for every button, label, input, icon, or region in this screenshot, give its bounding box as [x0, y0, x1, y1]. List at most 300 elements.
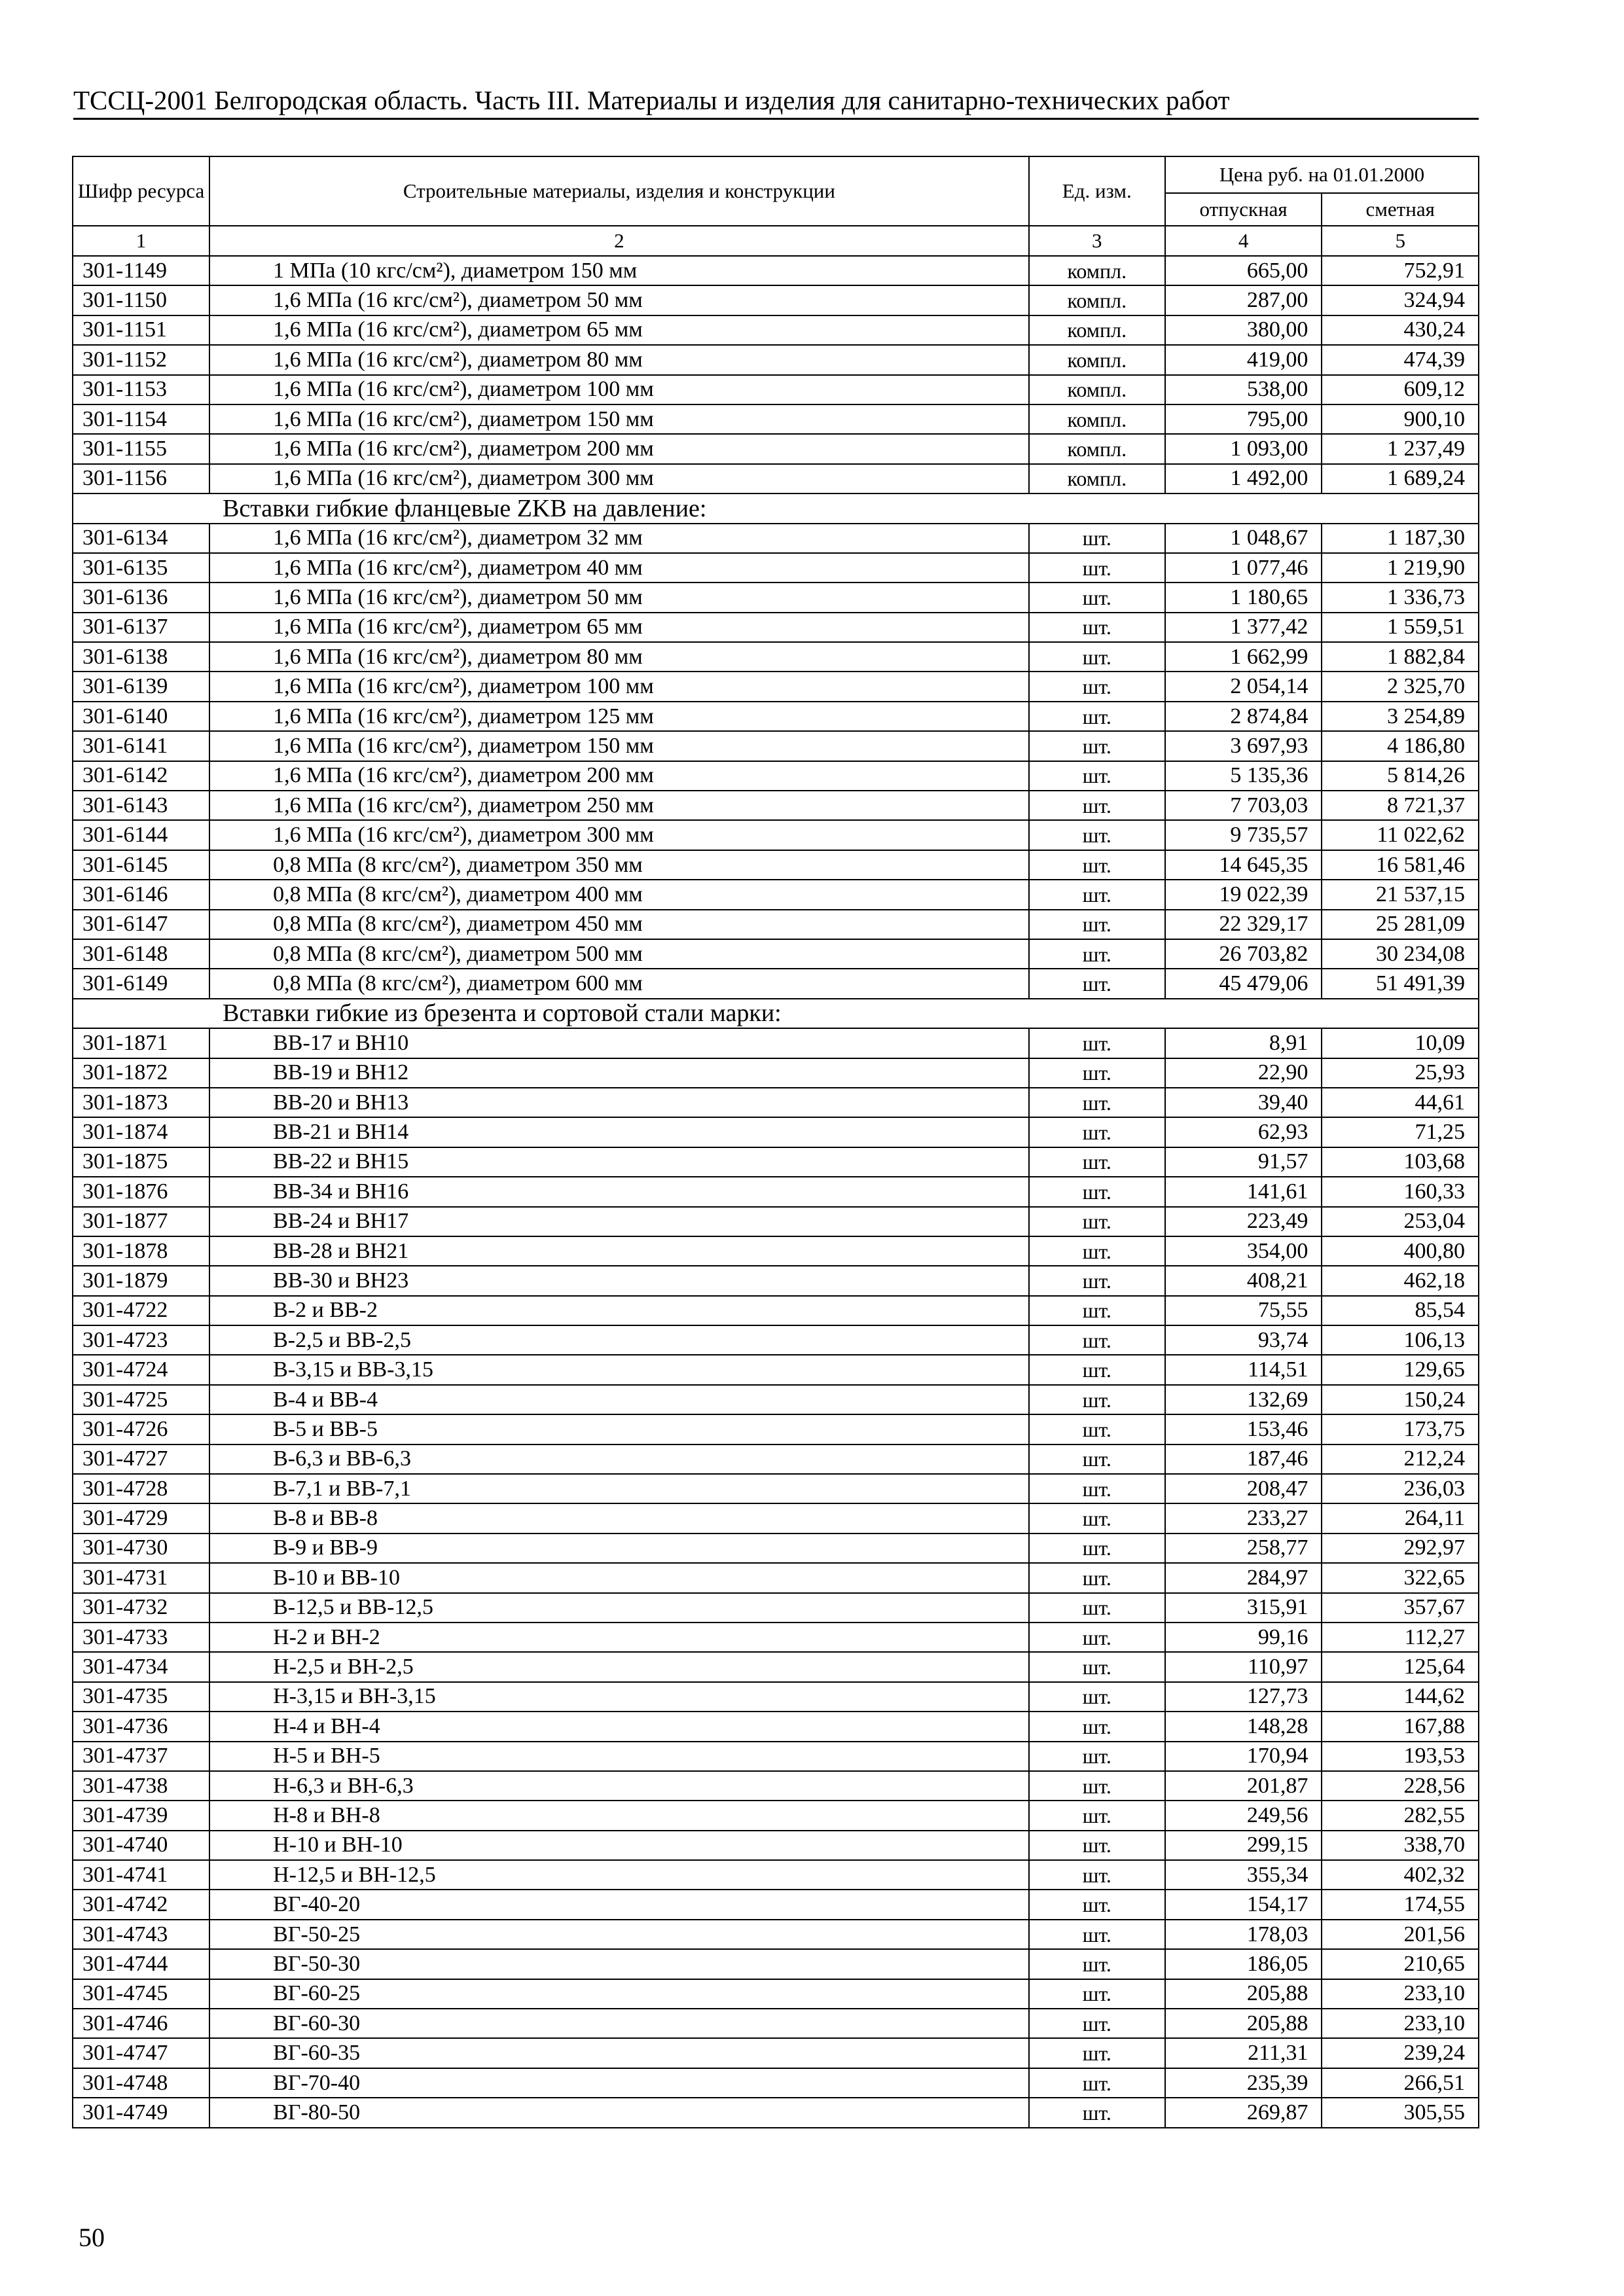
material-name-cell: Н-5 и ВН-5: [209, 1742, 1029, 1771]
table-row: [73, 731, 1479, 761]
table-row: [73, 1474, 1479, 1503]
resource-code-cell: 301-4724: [73, 1355, 209, 1384]
estimate-price-cell: 4 186,80: [1322, 731, 1479, 761]
unit-cell: шт.: [1029, 2068, 1165, 2098]
material-name-cell: ВГ-60-30: [209, 2009, 1029, 2038]
material-name-cell: ВВ-20 и ВН13: [209, 1088, 1029, 1117]
unit-cell: шт.: [1029, 1444, 1165, 1474]
header-estimate-price: сметная: [1322, 193, 1479, 226]
unit-cell: шт.: [1029, 642, 1165, 672]
resource-code-cell: 301-6146: [73, 880, 209, 909]
estimate-price-cell: 239,24: [1322, 2038, 1479, 2068]
table-row: [73, 1236, 1479, 1266]
material-name-cell: 1,6 МПа (16 кгс/см²), диаметром 300 мм: [209, 820, 1029, 850]
estimate-price-cell: 253,04: [1322, 1207, 1479, 1236]
resource-code-cell: 301-1154: [73, 404, 209, 434]
release-price-cell: 3 697,93: [1165, 731, 1322, 761]
resource-code-cell: 301-6148: [73, 939, 209, 969]
unit-cell: шт.: [1029, 613, 1165, 642]
release-price-cell: 127,73: [1165, 1682, 1322, 1712]
material-name-cell: 1,6 МПа (16 кгс/см²), диаметром 65 мм: [209, 315, 1029, 345]
release-price-cell: 233,27: [1165, 1503, 1322, 1533]
resource-code-cell: 301-1875: [73, 1147, 209, 1177]
resource-code-cell: 301-1156: [73, 464, 209, 493]
release-price-cell: 14 645,35: [1165, 850, 1322, 880]
material-name-cell: 0,8 МПа (8 кгс/см²), диаметром 350 мм: [209, 850, 1029, 880]
table-row: [73, 1860, 1479, 1890]
release-price-cell: 19 022,39: [1165, 880, 1322, 909]
resource-code-cell: 301-6142: [73, 761, 209, 791]
release-price-cell: 223,49: [1165, 1207, 1322, 1236]
unit-cell: шт.: [1029, 761, 1165, 791]
header-release-price: отпускная: [1165, 193, 1322, 226]
table-row: [73, 939, 1479, 969]
material-name-cell: В-10 и ВВ-10: [209, 1563, 1029, 1592]
resource-code-cell: 301-4725: [73, 1385, 209, 1414]
estimate-price-cell: 752,91: [1322, 256, 1479, 285]
release-price-cell: 205,88: [1165, 1979, 1322, 2009]
resource-code-cell: 301-4732: [73, 1593, 209, 1623]
material-name-cell: В-6,3 и ВВ-6,3: [209, 1444, 1029, 1474]
column-number: 1: [73, 226, 209, 256]
table-row: [73, 1831, 1479, 1860]
resource-code-cell: 301-1149: [73, 256, 209, 285]
release-price-cell: 75,55: [1165, 1296, 1322, 1325]
estimate-price-cell: 103,68: [1322, 1147, 1479, 1177]
estimate-price-cell: 85,54: [1322, 1296, 1479, 1325]
resource-code-cell: 301-1155: [73, 434, 209, 463]
material-name-cell: 0,8 МПа (8 кгс/см²), диаметром 600 мм: [209, 969, 1029, 998]
material-name-cell: ВВ-17 и ВН10: [209, 1028, 1029, 1058]
material-name-cell: 1,6 МПа (16 кгс/см²), диаметром 32 мм: [209, 524, 1029, 553]
table-row: [73, 642, 1479, 672]
estimate-price-cell: 338,70: [1322, 1831, 1479, 1860]
estimate-price-cell: 212,24: [1322, 1444, 1479, 1474]
resource-code-cell: 301-4742: [73, 1890, 209, 1919]
estimate-price-cell: 174,55: [1322, 1890, 1479, 1919]
unit-cell: шт.: [1029, 1623, 1165, 1652]
material-name-cell: ВГ-50-30: [209, 1949, 1029, 1979]
release-price-cell: 141,61: [1165, 1177, 1322, 1206]
header-price: [1165, 156, 1479, 193]
material-name-cell: В-4 и ВВ-4: [209, 1385, 1029, 1414]
material-name-cell: 1,6 МПа (16 кгс/см²), диаметром 40 мм: [209, 553, 1029, 583]
material-name-cell: 1,6 МПа (16 кгс/см²), диаметром 150 мм: [209, 404, 1029, 434]
estimate-price-cell: 474,39: [1322, 345, 1479, 374]
estimate-price-cell: 25,93: [1322, 1058, 1479, 1088]
release-price-cell: 299,15: [1165, 1831, 1322, 1860]
unit-cell: шт.: [1029, 2038, 1165, 2068]
unit-cell: шт.: [1029, 1771, 1165, 1801]
estimate-price-cell: 402,32: [1322, 1860, 1479, 1890]
unit-cell: шт.: [1029, 1712, 1165, 1741]
release-price-cell: 132,69: [1165, 1385, 1322, 1414]
unit-cell: шт.: [1029, 524, 1165, 553]
estimate-price-cell: 112,27: [1322, 1623, 1479, 1652]
resource-code-cell: 301-1877: [73, 1207, 209, 1236]
material-name-cell: В-7,1 и ВВ-7,1: [209, 1474, 1029, 1503]
column-number: 3: [1029, 226, 1165, 256]
table-row: [73, 820, 1479, 850]
release-price-cell: 8,91: [1165, 1028, 1322, 1058]
header-name: [209, 156, 1029, 226]
material-name-cell: ВВ-22 и ВН15: [209, 1147, 1029, 1177]
material-name-cell: Н-2,5 и ВН-2,5: [209, 1652, 1029, 1681]
material-name-cell: Н-12,5 и ВН-12,5: [209, 1860, 1029, 1890]
unit-cell: шт.: [1029, 820, 1165, 850]
estimate-price-cell: 25 281,09: [1322, 910, 1479, 939]
estimate-price-cell: 129,65: [1322, 1355, 1479, 1384]
release-price-cell: 1 077,46: [1165, 553, 1322, 583]
release-price-cell: 170,94: [1165, 1742, 1322, 1771]
resource-code-cell: 301-4734: [73, 1652, 209, 1681]
resource-code-cell: 301-4748: [73, 2068, 209, 2098]
column-number: 5: [1322, 226, 1479, 256]
unit-cell: шт.: [1029, 850, 1165, 880]
table-row: [73, 1355, 1479, 1384]
table-row: [73, 1385, 1479, 1414]
table-row: [73, 524, 1479, 553]
table-row: [73, 761, 1479, 791]
estimate-price-cell: 3 254,89: [1322, 702, 1479, 731]
table-row: [73, 1742, 1479, 1771]
resource-code-cell: 301-6139: [73, 672, 209, 701]
material-name-cell: Н-8 и ВН-8: [209, 1801, 1029, 1830]
unit-cell: шт.: [1029, 1503, 1165, 1533]
estimate-price-cell: 266,51: [1322, 2068, 1479, 2098]
material-name-cell: В-9 и ВВ-9: [209, 1534, 1029, 1563]
unit-cell: шт.: [1029, 672, 1165, 701]
table-row: [73, 2098, 1479, 2127]
estimate-price-cell: 462,18: [1322, 1266, 1479, 1295]
table-row: [73, 375, 1479, 404]
material-name-cell: ВГ-50-25: [209, 1920, 1029, 1949]
resource-code-cell: 301-4741: [73, 1860, 209, 1890]
table-row: [73, 1444, 1479, 1474]
release-price-cell: 148,28: [1165, 1712, 1322, 1741]
estimate-price-cell: 430,24: [1322, 315, 1479, 345]
release-price-cell: 5 135,36: [1165, 761, 1322, 791]
header-price-label: Цена руб. на 01.01.2000: [1219, 163, 1425, 186]
material-name-cell: 1 МПа (10 кгс/см²), диаметром 150 мм: [209, 256, 1029, 285]
estimate-price-cell: 1 559,51: [1322, 613, 1479, 642]
release-price-cell: 538,00: [1165, 375, 1322, 404]
unit-cell: шт.: [1029, 1534, 1165, 1563]
table-row: [73, 1207, 1479, 1236]
release-price-cell: 2 874,84: [1165, 702, 1322, 731]
unit-cell: шт.: [1029, 1088, 1165, 1117]
release-price-cell: 211,31: [1165, 2038, 1322, 2068]
release-price-cell: 284,97: [1165, 1563, 1322, 1592]
material-name-cell: 1,6 МПа (16 кгс/см²), диаметром 200 мм: [209, 434, 1029, 463]
unit-cell: шт.: [1029, 1652, 1165, 1681]
unit-cell: шт.: [1029, 1266, 1165, 1295]
resource-code-cell: 301-4739: [73, 1801, 209, 1830]
release-price-cell: 1 492,00: [1165, 464, 1322, 493]
resource-code-cell: 301-1874: [73, 1117, 209, 1147]
section-heading-row: [73, 493, 1479, 523]
unit-cell: шт.: [1029, 553, 1165, 583]
unit-cell: шт.: [1029, 1058, 1165, 1088]
material-name-cell: ВВ-21 и ВН14: [209, 1117, 1029, 1147]
unit-cell: шт.: [1029, 1801, 1165, 1830]
material-name-cell: Н-6,3 и ВН-6,3: [209, 1771, 1029, 1801]
section-heading: Вставки гибкие фланцевые ZKB на давление:: [73, 493, 1479, 523]
resource-code-cell: 301-6145: [73, 850, 209, 880]
release-price-cell: 26 703,82: [1165, 939, 1322, 969]
resource-code-cell: 301-4746: [73, 2009, 209, 2038]
table-row: [73, 1028, 1479, 1058]
release-price-cell: 187,46: [1165, 1444, 1322, 1474]
release-price-cell: 315,91: [1165, 1593, 1322, 1623]
release-price-cell: 1 662,99: [1165, 642, 1322, 672]
release-price-cell: 110,97: [1165, 1652, 1322, 1681]
unit-cell: шт.: [1029, 1147, 1165, 1177]
unit-cell: шт.: [1029, 1474, 1165, 1503]
resource-code-cell: 301-6143: [73, 791, 209, 820]
table-row: [73, 1890, 1479, 1919]
header-rule: [73, 118, 1479, 120]
release-price-cell: 258,77: [1165, 1534, 1322, 1563]
table-row: [73, 969, 1479, 998]
resource-code-cell: 301-1879: [73, 1266, 209, 1295]
table-row: [73, 1771, 1479, 1801]
table-row: [73, 583, 1479, 612]
unit-cell: компл.: [1029, 256, 1165, 285]
resource-code-cell: 301-1153: [73, 375, 209, 404]
release-price-cell: 186,05: [1165, 1949, 1322, 1979]
unit-cell: компл.: [1029, 434, 1165, 463]
material-name-cell: В-5 и ВВ-5: [209, 1414, 1029, 1444]
material-name-cell: 0,8 МПа (8 кгс/см²), диаметром 450 мм: [209, 910, 1029, 939]
table-row: [73, 702, 1479, 731]
unit-cell: шт.: [1029, 1236, 1165, 1266]
resource-code-cell: 301-4729: [73, 1503, 209, 1533]
estimate-price-cell: 900,10: [1322, 404, 1479, 434]
resource-code-cell: 301-1872: [73, 1058, 209, 1088]
resource-code-cell: 301-4736: [73, 1712, 209, 1741]
unit-cell: шт.: [1029, 1117, 1165, 1147]
estimate-price-cell: 282,55: [1322, 1801, 1479, 1830]
table-row: [73, 880, 1479, 909]
unit-cell: компл.: [1029, 375, 1165, 404]
table-header: [73, 156, 1479, 256]
table-row: [73, 1563, 1479, 1592]
material-name-cell: В-2,5 и ВВ-2,5: [209, 1325, 1029, 1355]
release-price-cell: 1 377,42: [1165, 613, 1322, 642]
section-heading: Вставки гибкие из брезента и сортовой стали марки:: [73, 999, 1479, 1028]
estimate-price-cell: 1 336,73: [1322, 583, 1479, 612]
release-price-cell: 408,21: [1165, 1266, 1322, 1295]
release-price-cell: 91,57: [1165, 1147, 1322, 1177]
estimate-price-cell: 125,64: [1322, 1652, 1479, 1681]
material-name-cell: 1,6 МПа (16 кгс/см²), диаметром 300 мм: [209, 464, 1029, 493]
table-row: [73, 1325, 1479, 1355]
release-price-cell: 665,00: [1165, 256, 1322, 285]
release-price-cell: 208,47: [1165, 1474, 1322, 1503]
release-price-cell: 99,16: [1165, 1623, 1322, 1652]
material-name-cell: 1,6 МПа (16 кгс/см²), диаметром 150 мм: [209, 731, 1029, 761]
unit-cell: шт.: [1029, 2098, 1165, 2127]
estimate-price-cell: 400,80: [1322, 1236, 1479, 1266]
unit-cell: шт.: [1029, 1563, 1165, 1592]
resource-code-cell: 301-4738: [73, 1771, 209, 1801]
table-row: [73, 315, 1479, 345]
material-name-cell: В-3,15 и ВВ-3,15: [209, 1355, 1029, 1384]
table-row: [73, 1058, 1479, 1088]
estimate-price-cell: 144,62: [1322, 1682, 1479, 1712]
estimate-price-cell: 8 721,37: [1322, 791, 1479, 820]
unit-cell: шт.: [1029, 1979, 1165, 2009]
resource-code-cell: 301-4740: [73, 1831, 209, 1860]
unit-cell: шт.: [1029, 939, 1165, 969]
unit-cell: шт.: [1029, 1742, 1165, 1771]
material-name-cell: 0,8 МПа (8 кгс/см²), диаметром 400 мм: [209, 880, 1029, 909]
material-name-cell: 1,6 МПа (16 кгс/см²), диаметром 100 мм: [209, 375, 1029, 404]
material-name-cell: ВВ-30 и ВН23: [209, 1266, 1029, 1295]
estimate-price-cell: 10,09: [1322, 1028, 1479, 1058]
release-price-cell: 269,87: [1165, 2098, 1322, 2127]
table-row: [73, 850, 1479, 880]
section-heading-row: [73, 999, 1479, 1028]
release-price-cell: 201,87: [1165, 1771, 1322, 1801]
estimate-price-cell: 292,97: [1322, 1534, 1479, 1563]
material-name-cell: ВВ-19 и ВН12: [209, 1058, 1029, 1088]
resource-code-cell: 301-1871: [73, 1028, 209, 1058]
release-price-cell: 62,93: [1165, 1117, 1322, 1147]
material-name-cell: ВГ-60-35: [209, 2038, 1029, 2068]
release-price-cell: 39,40: [1165, 1088, 1322, 1117]
estimate-price-cell: 44,61: [1322, 1088, 1479, 1117]
material-name-cell: ВГ-70-40: [209, 2068, 1029, 2098]
release-price-cell: 153,46: [1165, 1414, 1322, 1444]
resource-code-cell: 301-4730: [73, 1534, 209, 1563]
release-price-cell: 287,00: [1165, 285, 1322, 315]
header-unit: [1029, 156, 1165, 226]
estimate-price-cell: 11 022,62: [1322, 820, 1479, 850]
table-row: [73, 256, 1479, 285]
unit-cell: шт.: [1029, 583, 1165, 612]
unit-cell: шт.: [1029, 1949, 1165, 1979]
material-name-cell: Н-2 и ВН-2: [209, 1623, 1029, 1652]
table-row: [73, 553, 1479, 583]
material-name-cell: 1,6 МПа (16 кгс/см²), диаметром 100 мм: [209, 672, 1029, 701]
material-name-cell: 1,6 МПа (16 кгс/см²), диаметром 250 мм: [209, 791, 1029, 820]
unit-cell: шт.: [1029, 1860, 1165, 1890]
unit-cell: шт.: [1029, 1890, 1165, 1919]
table-row: [73, 1682, 1479, 1712]
resource-code-cell: 301-6135: [73, 553, 209, 583]
resource-code-cell: 301-1152: [73, 345, 209, 374]
resource-code-cell: 301-4747: [73, 2038, 209, 2068]
table-row: [73, 464, 1479, 493]
material-name-cell: 1,6 МПа (16 кгс/см²), диаметром 125 мм: [209, 702, 1029, 731]
resource-code-cell: 301-4733: [73, 1623, 209, 1652]
resource-code-cell: 301-6147: [73, 910, 209, 939]
table-row: [73, 1979, 1479, 2009]
unit-cell: шт.: [1029, 731, 1165, 761]
material-name-cell: В-2 и ВВ-2: [209, 1296, 1029, 1325]
resource-code-cell: 301-4722: [73, 1296, 209, 1325]
unit-cell: шт.: [1029, 1920, 1165, 1949]
unit-cell: шт.: [1029, 2009, 1165, 2038]
estimate-price-cell: 5 814,26: [1322, 761, 1479, 791]
unit-cell: шт.: [1029, 791, 1165, 820]
material-name-cell: В-12,5 и ВВ-12,5: [209, 1593, 1029, 1623]
resource-code-cell: 301-6149: [73, 969, 209, 998]
unit-cell: компл.: [1029, 464, 1165, 493]
unit-cell: шт.: [1029, 1296, 1165, 1325]
release-price-cell: 354,00: [1165, 1236, 1322, 1266]
release-price-cell: 235,39: [1165, 2068, 1322, 2098]
material-name-cell: 1,6 МПа (16 кгс/см²), диаметром 80 мм: [209, 642, 1029, 672]
release-price-cell: 1 093,00: [1165, 434, 1322, 463]
table-row: [73, 1177, 1479, 1206]
release-price-cell: 795,00: [1165, 404, 1322, 434]
release-price-cell: 1 048,67: [1165, 524, 1322, 553]
estimate-price-cell: 264,11: [1322, 1503, 1479, 1533]
unit-cell: шт.: [1029, 1414, 1165, 1444]
unit-cell: шт.: [1029, 1207, 1165, 1236]
resource-code-cell: 301-1150: [73, 285, 209, 315]
page-number: 50: [79, 2223, 105, 2252]
header-unit-label: Ед. изм.: [1062, 179, 1132, 202]
unit-cell: компл.: [1029, 315, 1165, 345]
estimate-price-cell: 210,65: [1322, 1949, 1479, 1979]
release-price-cell: 1 180,65: [1165, 583, 1322, 612]
unit-cell: шт.: [1029, 1355, 1165, 1384]
material-name-cell: 1,6 МПа (16 кгс/см²), диаметром 200 мм: [209, 761, 1029, 791]
release-price-cell: 205,88: [1165, 2009, 1322, 2038]
table-row: [73, 2068, 1479, 2098]
resource-code-cell: 301-6136: [73, 583, 209, 612]
column-number-row: [73, 226, 1479, 256]
estimate-price-cell: 167,88: [1322, 1712, 1479, 1741]
header-code: [73, 156, 209, 226]
table-row: [73, 404, 1479, 434]
estimate-price-cell: 51 491,39: [1322, 969, 1479, 998]
estimate-price-cell: 21 537,15: [1322, 880, 1479, 909]
resource-code-cell: 301-1873: [73, 1088, 209, 1117]
unit-cell: шт.: [1029, 969, 1165, 998]
material-name-cell: 1,6 МПа (16 кгс/см²), диаметром 50 мм: [209, 583, 1029, 612]
table-row: [73, 1712, 1479, 1741]
estimate-price-cell: 236,03: [1322, 1474, 1479, 1503]
resource-code-cell: 301-6138: [73, 642, 209, 672]
release-price-cell: 45 479,06: [1165, 969, 1322, 998]
release-price-cell: 7 703,03: [1165, 791, 1322, 820]
table-row: [73, 791, 1479, 820]
estimate-price-cell: 30 234,08: [1322, 939, 1479, 969]
estimate-price-cell: 1 689,24: [1322, 464, 1479, 493]
resource-code-cell: 301-4723: [73, 1325, 209, 1355]
material-name-cell: 1,6 МПа (16 кгс/см²), диаметром 65 мм: [209, 613, 1029, 642]
release-price-cell: 419,00: [1165, 345, 1322, 374]
estimate-price-cell: 1 237,49: [1322, 434, 1479, 463]
resource-code-cell: 301-4737: [73, 1742, 209, 1771]
material-name-cell: ВГ-80-50: [209, 2098, 1029, 2127]
estimate-price-cell: 71,25: [1322, 1117, 1479, 1147]
table-row: [73, 1503, 1479, 1533]
resource-code-cell: 301-4743: [73, 1920, 209, 1949]
release-price-cell: 380,00: [1165, 315, 1322, 345]
estimate-price-cell: 173,75: [1322, 1414, 1479, 1444]
table-row: [73, 613, 1479, 642]
release-price-cell: 2 054,14: [1165, 672, 1322, 701]
column-number: 2: [209, 226, 1029, 256]
unit-cell: шт.: [1029, 702, 1165, 731]
resource-code-cell: 301-1878: [73, 1236, 209, 1266]
